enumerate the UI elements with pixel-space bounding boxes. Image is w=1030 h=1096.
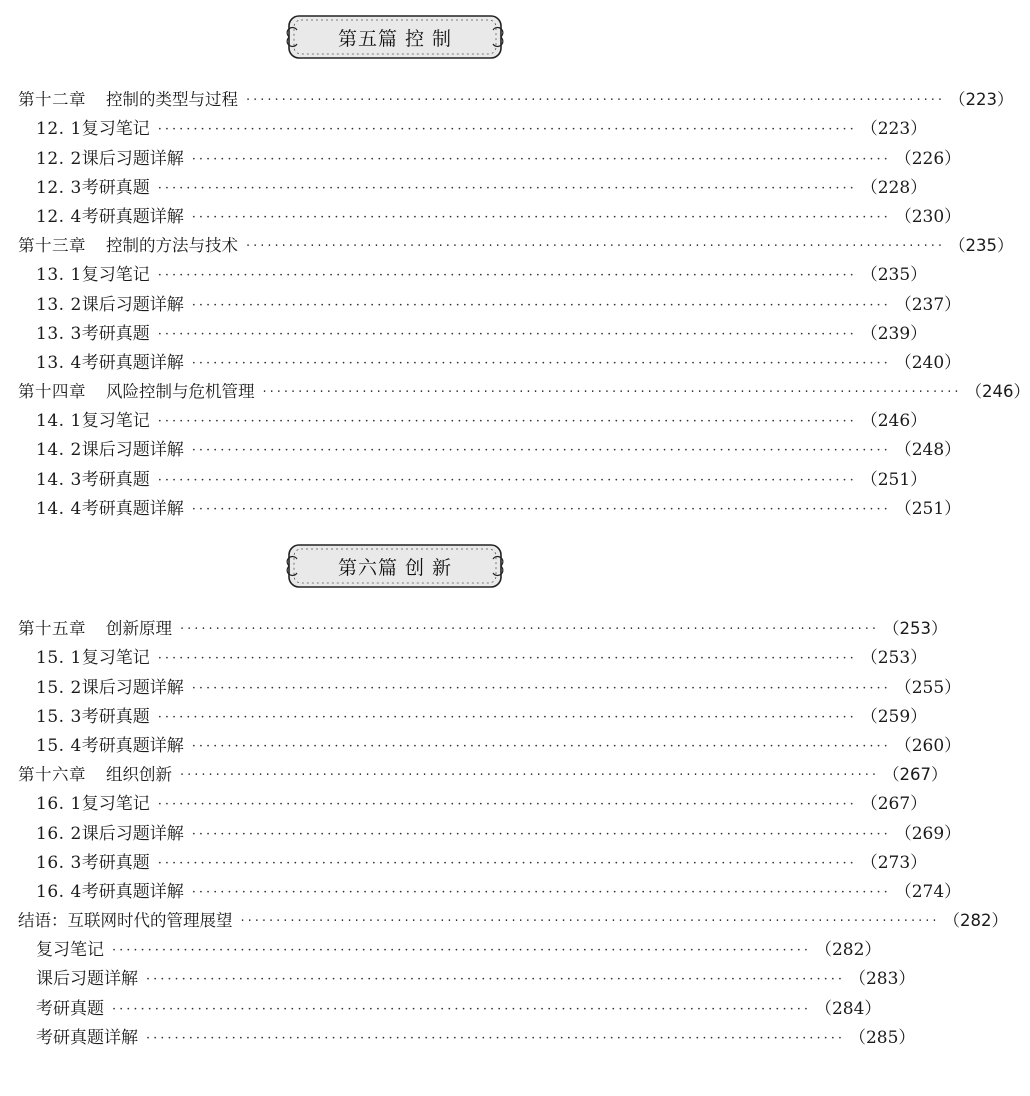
- toc-section-row[interactable]: [18, 316, 928, 345]
- page-number: （230）: [894, 206, 962, 227]
- dot-leader: ··································································································: [191, 443, 891, 459]
- page-number: （283）: [848, 969, 916, 990]
- chapter-label: 第十六章: [18, 765, 86, 785]
- page-number: （240）: [894, 352, 962, 373]
- toc-chapter-row[interactable]: [18, 374, 1030, 403]
- toc-section-row[interactable]: [18, 491, 962, 520]
- dot-leader: ··································································································: [157, 122, 857, 138]
- dot-leader: ··································································································: [146, 972, 845, 988]
- section-title: 课后习题详解: [81, 677, 184, 698]
- section-title: 复习笔记: [81, 265, 150, 286]
- page-number: （239）: [860, 323, 928, 344]
- page-number: （282）: [814, 940, 882, 961]
- chapter-title: 控制的方法与技术: [106, 236, 238, 256]
- toc-section-row[interactable]: [18, 432, 962, 461]
- section-number: 15. 2: [36, 677, 82, 698]
- section-title: 复习笔记: [81, 119, 150, 140]
- section-title: 课后习题详解: [81, 294, 184, 315]
- dot-leader: ··································································································: [246, 93, 945, 109]
- page-number: （285）: [848, 1027, 916, 1048]
- dot-leader: ··································································································: [180, 768, 879, 784]
- toc-chapter-row[interactable]: [18, 82, 1014, 111]
- section-number: 16. 4: [36, 881, 82, 902]
- section-title: 考研真题详解: [81, 352, 184, 373]
- chapter-label: 第十五章: [18, 619, 86, 639]
- toc-section-row[interactable]: [18, 140, 962, 169]
- dot-leader: ··································································································: [157, 180, 857, 196]
- page-number: （259）: [860, 706, 928, 727]
- toc-chapter-row[interactable]: [18, 611, 948, 640]
- section-title: 复习笔记: [81, 648, 150, 669]
- dot-leader: ··································································································: [191, 355, 891, 371]
- section-number: 13. 3: [36, 323, 82, 344]
- page-number: （260）: [894, 735, 962, 756]
- page-number: （253）: [882, 619, 948, 639]
- toc-section-row[interactable]: [18, 815, 962, 844]
- section-title: 考研真题: [81, 706, 150, 727]
- section-title: 课后习题详解: [36, 969, 138, 990]
- page-number: （235）: [948, 236, 1014, 256]
- toc-section-row[interactable]: [18, 1020, 916, 1049]
- page-number: （226）: [894, 148, 962, 169]
- section-title: 课后习题详解: [81, 440, 184, 461]
- toc-section-row[interactable]: [18, 286, 962, 315]
- dot-leader: ··································································································: [191, 884, 891, 900]
- section-number: 16. 2: [36, 823, 82, 844]
- dot-leader: ··································································································: [240, 914, 940, 930]
- section-number: 13. 1: [36, 265, 82, 286]
- page-number: （255）: [894, 677, 962, 698]
- page-number: （284）: [814, 998, 882, 1019]
- section-title: 考研真题详解: [81, 881, 184, 902]
- dot-leader: ··································································································: [157, 797, 857, 813]
- chapter-title: 组织创新: [106, 765, 172, 785]
- toc-chapter-row[interactable]: [18, 757, 948, 786]
- toc-section-row[interactable]: [18, 990, 882, 1019]
- section-number: 14. 1: [36, 411, 82, 432]
- dot-leader: ··································································································: [146, 1030, 845, 1046]
- dot-leader: ··································································································: [180, 622, 879, 638]
- dot-leader: ··································································································: [191, 826, 891, 842]
- toc-part-6: [18, 611, 1008, 1049]
- page-number: （251）: [860, 469, 928, 490]
- page-number: （267）: [860, 794, 928, 815]
- toc-section-row[interactable]: [18, 345, 962, 374]
- page-number: （273）: [860, 852, 928, 873]
- dot-leader: ··································································································: [262, 385, 962, 401]
- page-number: （237）: [894, 294, 962, 315]
- section-number: 15. 3: [36, 706, 82, 727]
- dot-leader: ··································································································: [112, 943, 811, 959]
- section-number: 16. 1: [36, 794, 82, 815]
- dot-leader: ··································································································: [191, 680, 891, 696]
- section-title: 考研真题: [81, 852, 150, 873]
- toc-conclusion-row[interactable]: [18, 903, 1008, 932]
- toc-section-row[interactable]: [18, 111, 928, 140]
- part-title: 第六篇 创 新: [337, 556, 453, 579]
- page-number: （228）: [860, 177, 928, 198]
- dot-leader: ··································································································: [157, 651, 857, 667]
- section-title: 课后习题详解: [81, 148, 184, 169]
- section-number: 15. 4: [36, 735, 82, 756]
- dot-leader: ··································································································: [157, 326, 857, 342]
- section-number: 14. 3: [36, 469, 82, 490]
- section-number: 16. 3: [36, 852, 82, 873]
- dot-leader: ··································································································: [191, 209, 891, 225]
- section-title: 课后习题详解: [81, 823, 184, 844]
- page-number: （235）: [860, 265, 928, 286]
- section-number: 12. 1: [36, 119, 82, 140]
- section-number: 12. 2: [36, 148, 82, 169]
- dot-leader: ··································································································: [112, 1001, 811, 1017]
- toc-section-row[interactable]: [18, 728, 962, 757]
- page-number: （246）: [965, 382, 1030, 402]
- page-number: （223）: [860, 119, 928, 140]
- part-banner: [285, 12, 505, 62]
- chapter-title: 风险控制与危机管理: [106, 382, 255, 402]
- dot-leader: ··································································································: [157, 268, 857, 284]
- conclusion-title: 结语：互联网时代的管理展望: [18, 911, 233, 931]
- toc-section-row[interactable]: [18, 786, 928, 815]
- toc-section-row[interactable]: [18, 257, 928, 286]
- section-title: 考研真题: [81, 177, 150, 198]
- toc-section-row[interactable]: [18, 640, 928, 669]
- chapter-label: 第十二章: [18, 90, 86, 110]
- section-title: 考研真题详解: [81, 735, 184, 756]
- chapter-label: 第十三章: [18, 236, 86, 256]
- section-title: 复习笔记: [36, 940, 104, 961]
- page-number: （251）: [894, 498, 962, 519]
- dot-leader: ··································································································: [191, 738, 891, 754]
- page-number: （267）: [882, 765, 948, 785]
- dot-leader: ··································································································: [157, 709, 857, 725]
- page-number: （274）: [894, 881, 962, 902]
- section-number: 13. 2: [36, 294, 82, 315]
- page-number: （246）: [860, 411, 928, 432]
- dot-leader: ··································································································: [157, 855, 857, 871]
- section-title: 考研真题详解: [81, 498, 184, 519]
- toc-section-row[interactable]: [18, 932, 882, 961]
- part-banner: [285, 541, 505, 591]
- section-title: 复习笔记: [81, 794, 150, 815]
- chapter-title: 控制的类型与过程: [106, 90, 238, 110]
- section-number: 12. 3: [36, 177, 82, 198]
- toc-section-row[interactable]: [18, 699, 928, 728]
- section-title: 复习笔记: [81, 411, 150, 432]
- toc-section-row[interactable]: [18, 199, 962, 228]
- chapter-title: 创新原理: [106, 619, 172, 639]
- dot-leader: ··································································································: [157, 414, 857, 430]
- toc-section-row[interactable]: [18, 961, 916, 990]
- toc-part-5: [18, 82, 1030, 520]
- part-title: 第五篇 控 制: [337, 27, 453, 50]
- toc-section-row[interactable]: [18, 461, 928, 490]
- toc-section-row[interactable]: [18, 874, 962, 903]
- section-number: 15. 1: [36, 648, 82, 669]
- dot-leader: ··································································································: [191, 151, 891, 167]
- page-number: （223）: [948, 90, 1014, 110]
- toc-section-row[interactable]: [18, 669, 962, 698]
- page-number: （248）: [894, 440, 962, 461]
- section-title: 考研真题详解: [81, 206, 184, 227]
- section-title: 考研真题详解: [36, 1027, 138, 1048]
- chapter-label: 第十四章: [18, 382, 86, 402]
- dot-leader: ··································································································: [157, 472, 857, 488]
- section-number: 12. 4: [36, 206, 82, 227]
- section-number: 14. 2: [36, 440, 82, 461]
- dot-leader: ··································································································: [191, 501, 891, 517]
- section-title: 考研真题: [81, 323, 150, 344]
- section-number: 14. 4: [36, 498, 82, 519]
- section-title: 考研真题: [36, 998, 104, 1019]
- toc-section-row[interactable]: [18, 403, 928, 432]
- dot-leader: ··································································································: [246, 239, 945, 255]
- toc-section-row[interactable]: [18, 170, 928, 199]
- page-number: （282）: [943, 911, 1008, 931]
- page-number: （269）: [894, 823, 962, 844]
- toc-section-row[interactable]: [18, 845, 928, 874]
- section-number: 13. 4: [36, 352, 82, 373]
- section-title: 考研真题: [81, 469, 150, 490]
- toc-chapter-row[interactable]: [18, 228, 1014, 257]
- dot-leader: ··································································································: [191, 297, 891, 313]
- page-number: （253）: [860, 648, 928, 669]
